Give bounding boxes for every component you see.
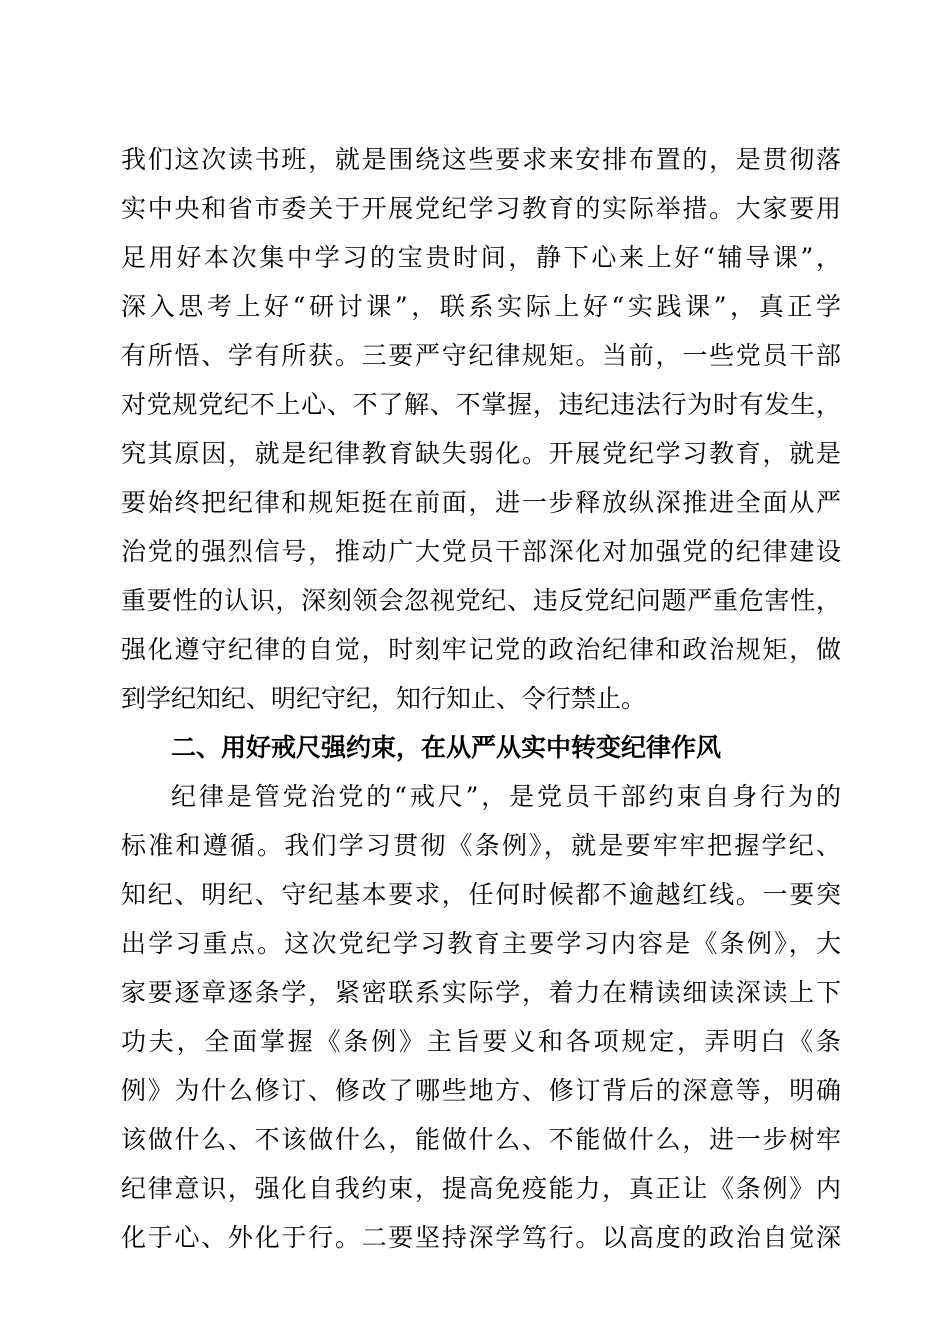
- text-line: 出学习重点。这次党纪学习教育主要学习内容是《条例》，大: [121, 929, 841, 958]
- text-line: 治党的强烈信号，推动广大党员干部深化对加强党的纪律建设: [121, 537, 841, 566]
- text-line: 究其原因，就是纪律教育缺失弱化。开展党纪学习教育，就是: [121, 439, 841, 468]
- text-line: 该做什么、不该做什么，能做什么、不能做什么，进一步树牢: [121, 1125, 841, 1154]
- text-line: 强化遵守纪律的自觉，时刻牢记党的政治纪律和政治规矩，做: [121, 635, 841, 664]
- text-line: 家要逐章逐条学，紧密联系实际学，着力在精读细读深读上下: [121, 978, 841, 1007]
- text-line: 要始终把纪律和规矩挺在前面，进一步释放纵深推进全面从严: [121, 488, 841, 517]
- text-line: 对党规党纪不上心、不了解、不掌握，违纪违法行为时有发生，: [121, 390, 841, 419]
- text-line: 例》为什么修订、修改了哪些地方、修订背后的深意等，明确: [121, 1076, 841, 1105]
- text-line: 知纪、明纪、守纪基本要求，任何时候都不逾越红线。一要突: [121, 880, 841, 909]
- text-line: 深入思考上好“研讨课”，联系实际上好“实践课”，真正学: [121, 292, 841, 321]
- text-line: 到学纪知纪、明纪守纪，知行知止、令行禁止。: [121, 684, 647, 713]
- text-line: 足用好本次集中学习的宝贵时间，静下心来上好“辅导课”，: [121, 243, 841, 272]
- text-line: 重要性的认识，深刻领会忽视党纪、违反党纪问题严重危害性，: [121, 586, 841, 615]
- text-line: 实中央和省市委关于开展党纪学习教育的实际举措。大家要用: [121, 194, 841, 223]
- text-line: 纪律是管党治党的“戒尺”，是党员干部约束自身行为的: [171, 782, 841, 811]
- text-line: 纪律意识，强化自我约束，提高免疫能力，真正让《条例》内: [121, 1174, 841, 1203]
- text-line: 功夫，全面掌握《条例》主旨要义和各项规定，弄明白《条: [121, 1027, 841, 1056]
- section-heading: 二、用好戒尺强约束，在从严从实中转变纪律作风: [171, 733, 722, 762]
- text-line: 化于心、外化于行。二要坚持深学笃行。以高度的政治自觉深: [121, 1223, 841, 1252]
- text-line: 有所悟、学有所获。三要严守纪律规矩。当前，一些党员干部: [121, 341, 841, 370]
- text-line: 标准和遵循。我们学习贯彻《条例》，就是要牢牢把握学纪、: [121, 831, 841, 860]
- text-line: 我们这次读书班，就是围绕这些要求来安排布置的，是贯彻落: [121, 145, 841, 174]
